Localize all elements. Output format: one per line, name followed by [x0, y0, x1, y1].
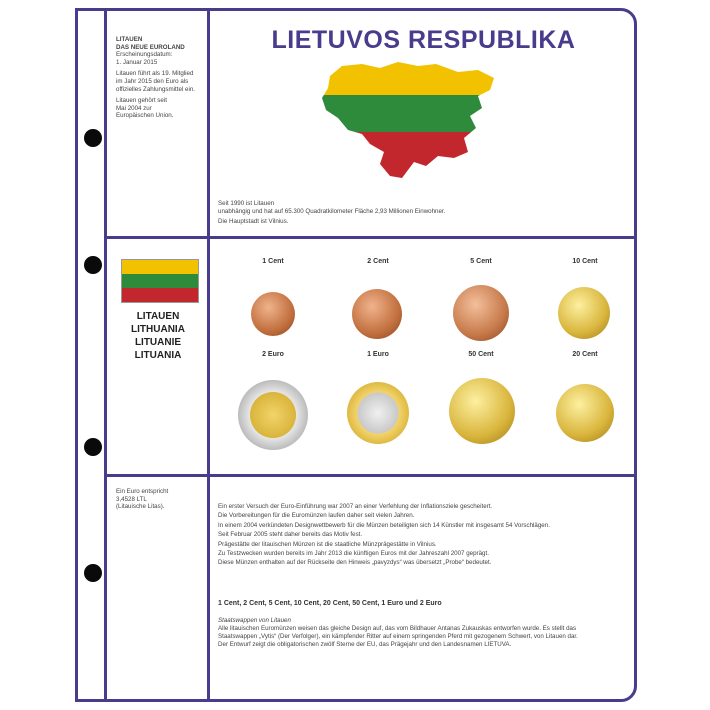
coin-1-cent	[251, 292, 295, 336]
history-line: Ein erster Versuch der Euro-Einführung war 2007 an einer Verfehlung der Inflationsziele gescheitert.	[218, 503, 493, 510]
coin-label: 2 Euro	[262, 351, 284, 358]
history-text	[218, 502, 630, 568]
coin-label: 50 Cent	[468, 351, 494, 358]
map-caption	[218, 200, 628, 226]
sidebar-divider	[207, 8, 210, 702]
design-line: Alle litauischen Euromünzen weisen das gleiche Design auf, das vom Bildhauer Antanas Zukauskas entworfen wurde. Es stellt das	[218, 625, 577, 632]
issue-label: Erscheinungsdatum:	[116, 51, 173, 59]
country-name: LITAUEN	[136, 311, 180, 322]
row-divider-bottom	[104, 474, 637, 477]
sidebar-text: im Jahr 2015 den Euro als	[116, 77, 189, 85]
coin-10-cent	[558, 287, 610, 339]
country-name-list	[110, 310, 206, 362]
coin-2-euro	[238, 380, 308, 450]
denominations: 1 Cent, 2 Cent, 5 Cent, 10 Cent, 20 Cent, 50 Cent, 1 Euro und 2 Euro	[218, 600, 442, 607]
coin-1-euro	[347, 382, 409, 444]
sidebar-intro	[116, 36, 206, 120]
binder-hole	[84, 256, 102, 274]
caption-line: unabhängig und hat auf 65.300 Quadratkilometer Fläche 2,93 Millionen Einwohner.	[218, 207, 446, 215]
design-line: Der Entwurf zeigt die obligatorischen zwölf Sterne der EU, das Prägejahr und den Landesnamen LIETUVA.	[218, 641, 512, 648]
page-title: LIETUVOS RESPUBLIKA	[271, 26, 576, 54]
coin-label: 1 Cent	[262, 258, 284, 265]
country-name: LITHUANIA	[131, 324, 185, 335]
history-line: Die Vorbereitungen für die Euromünzen laufen daher seit vielen Jahren.	[218, 512, 415, 520]
coin-label: 1 Euro	[367, 351, 389, 358]
lithuania-flag	[121, 259, 199, 303]
country-name: LITUANIE	[134, 337, 182, 348]
country-name: LITUANIA	[134, 350, 182, 361]
row-divider-top	[104, 236, 637, 239]
lithuania-map	[318, 58, 498, 186]
coin-label: 10 Cent	[572, 258, 598, 265]
coin-2-cent	[352, 289, 402, 339]
history-line: Zu Testzwecken wurden bereits im Jahr 2013 die künftigen Euros mit der Jahreszahl 2007 geprägt.	[218, 550, 489, 558]
history-line: In einem 2004 verkündeten Designwettbewerb für die Münzen beteiligten sich 14 Künstler mit insgesamt 54 Vorschlägen.	[218, 521, 550, 529]
design-subtitle: Staatswappen von Litauen	[218, 617, 291, 624]
coin-50-cent	[449, 378, 515, 444]
sidebar-text: offizielles Zahlungsmittel ein.	[116, 85, 195, 93]
exchange-rate-line: Ein Euro entspricht	[116, 488, 169, 495]
coin-label: 5 Cent	[470, 258, 492, 265]
sidebar-heading-2: DAS NEUE EUROLAND	[116, 43, 185, 51]
history-line: Diese Münzen enthalten auf der Rückseite den Hinweis „pavyzdys“ was übersetzt „Probe“ bedeutet.	[218, 559, 492, 567]
caption-line: Die Hauptstadt ist Vilnius.	[218, 218, 289, 226]
exchange-rate-note	[116, 488, 206, 511]
binder-hole	[84, 129, 102, 147]
binder-hole	[84, 438, 102, 456]
coin-label: 2 Cent	[367, 258, 389, 265]
design-text	[218, 617, 630, 649]
sidebar-text: Litauen führt als 19. Mitglied	[116, 70, 194, 78]
coin-20-cent	[556, 384, 614, 442]
left-margin-divider	[104, 8, 107, 702]
caption-line: Seit 1990 ist Litauen	[218, 200, 275, 207]
issue-date: 1. Januar 2015	[116, 58, 158, 66]
history-line: Seit Februar 2005 steht daher bereits das Motiv fest.	[218, 531, 363, 539]
coin-5-cent	[453, 285, 509, 341]
binder-hole	[84, 564, 102, 582]
sidebar-heading-1: LITAUEN	[116, 36, 143, 43]
sidebar-text: Europäischen Union.	[116, 112, 174, 120]
history-line: Prägestätte der litauischen Münzen ist die staatliche Münzprägestätte in Vilnius.	[218, 540, 437, 548]
sidebar-text: Mai 2004 zur	[116, 104, 152, 112]
design-line: Staatswappen „Vytis“ (Der Verfolger), ein kämpfender Ritter auf einem springenden Pferd mit gezogenem Schwert, von Litauen dar.	[218, 633, 578, 640]
coin-label: 20 Cent	[572, 351, 598, 358]
sidebar-text: Litauen gehört seit	[116, 97, 167, 105]
exchange-rate-line: (Litauische Litas).	[116, 503, 165, 511]
exchange-rate-value: 3,4528 LTL	[116, 495, 147, 503]
